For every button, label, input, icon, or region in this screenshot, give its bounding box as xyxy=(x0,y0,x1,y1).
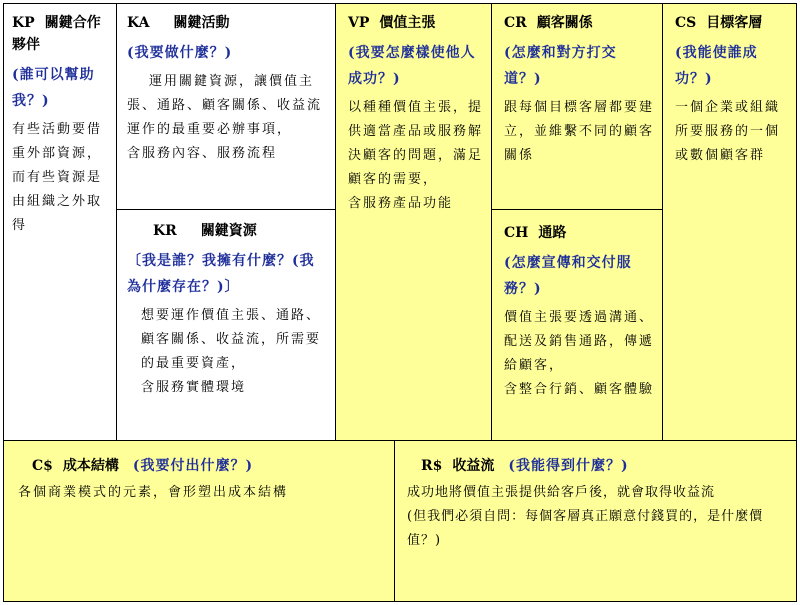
divider-kp-ka xyxy=(116,3,117,441)
outer-border-bottom xyxy=(3,601,797,602)
key-resources-desc: 想要運作價值主張、通路、顧客關係、收益流，所需要的最重要資產， xyxy=(141,308,322,371)
customer-relationships-code: CR xyxy=(504,15,527,31)
outer-border-right xyxy=(796,3,797,602)
customer-segments-question: (我能使誰成功？) xyxy=(675,45,758,87)
cost-structure-name: 成本結構 xyxy=(62,458,119,474)
revenue-streams-question: (我能得到什麼？) xyxy=(508,458,629,474)
key-resources-block xyxy=(117,210,335,440)
key-activities-name: 關鍵活動 xyxy=(173,15,230,31)
key-partners-name: 關鍵合作夥伴 xyxy=(12,15,101,53)
value-proposition-desc: 以種種價值主張，提供適當產品或服務解決顧客的問題，滿足顧客的需要， xyxy=(348,100,484,187)
outer-border-left xyxy=(3,3,4,602)
cost-structure-title xyxy=(18,455,386,477)
customer-relationships-title xyxy=(504,12,654,34)
cost-structure-desc: 各個商業模式的元素，會形塑出成本結構 xyxy=(18,485,289,500)
cost-structure-block xyxy=(4,441,394,601)
channels-question: (怎麼宣傳和交付服務？) xyxy=(504,255,632,297)
revenue-streams-name: 收益流 xyxy=(452,458,495,474)
key-partners-block xyxy=(4,4,116,440)
key-activities-block xyxy=(117,4,335,209)
channels-code: CH xyxy=(504,225,529,241)
key-resources-question: 〔我是誰？我擁有什麼？(我為什麼存在？)〕 xyxy=(127,253,315,295)
channels-name: 通路 xyxy=(538,225,567,241)
customer-segments-desc: 一個企業或組織所要服務的一個或數個顧客群 xyxy=(675,100,781,163)
customer-segments-block xyxy=(663,4,796,440)
divider-vp-cr xyxy=(491,3,492,441)
divider-cr-ch xyxy=(491,209,663,210)
channels-desc-2: 含整合行銷、顧客體驗 xyxy=(504,382,655,397)
revenue-streams-title xyxy=(407,455,788,477)
key-activities-question: (我要做什麼？) xyxy=(127,45,233,61)
key-activities-code: KA xyxy=(127,15,150,31)
key-activities-desc: 運用關鍵資源，讓價值主張、通路、顧客關係、收益流運作的最重要必辦事項， xyxy=(127,74,323,137)
key-resources-desc-2: 含服務實體環境 xyxy=(141,380,247,395)
customer-relationships-question: (怎麼和對方打交道？) xyxy=(504,45,617,87)
revenue-streams-desc: 成功地將價值主張提供給客戶後，就會取得收益流 xyxy=(407,485,716,500)
customer-relationships-desc: 跟每個目標客層都要建立，並維繫不同的顧客關係 xyxy=(504,100,655,163)
customer-relationships-block xyxy=(492,4,662,209)
key-partners-code: KP xyxy=(12,15,35,31)
revenue-streams-code: R$ xyxy=(421,458,443,474)
value-proposition-desc-2: 含服務產品功能 xyxy=(348,196,454,211)
cost-structure-question: (我要付出什麼？) xyxy=(132,458,254,474)
key-activities-desc-2: 含服務內容、服務流程 xyxy=(127,146,278,161)
divider-horizontal-main xyxy=(3,440,797,441)
divider-cr-cs xyxy=(662,3,663,441)
customer-segments-code: CS xyxy=(675,15,697,31)
value-proposition-block xyxy=(336,4,491,440)
outer-border-top xyxy=(3,3,797,4)
channels-desc: 價值主張要透過溝通、配送及銷售通路，傳遞給顧客， xyxy=(504,310,655,373)
value-proposition-name: 價值主張 xyxy=(379,15,436,31)
customer-segments-name: 目標客層 xyxy=(706,15,763,31)
value-proposition-title xyxy=(348,12,483,34)
key-resources-title xyxy=(127,220,325,242)
key-partners-desc: 有些活動要借重外部資源，而有些資源是由組織之外取得 xyxy=(12,122,103,233)
value-proposition-code: VP xyxy=(348,15,370,31)
key-resources-name: 關鍵資源 xyxy=(200,223,257,239)
channels-block xyxy=(492,210,662,440)
key-partners-title xyxy=(12,12,110,56)
value-proposition-question: (我要怎麼樣使他人成功？) xyxy=(348,45,476,87)
key-resources-code: KR xyxy=(153,223,177,239)
divider-ka-kr xyxy=(116,209,336,210)
revenue-streams-desc-2: (但我們必須自問：每個客層真正願意付錢買的，是什麼價值？) xyxy=(407,509,764,548)
divider-cost-revenue xyxy=(394,440,395,602)
revenue-streams-block xyxy=(395,441,796,601)
channels-title xyxy=(504,222,654,244)
customer-relationships-name: 顧客關係 xyxy=(536,15,593,31)
cost-structure-code: C$ xyxy=(32,458,53,474)
customer-segments-title xyxy=(675,12,788,34)
key-activities-title xyxy=(127,12,325,34)
key-partners-question: (誰可以幫助我？) xyxy=(12,67,95,109)
divider-ka-vp xyxy=(335,3,336,441)
